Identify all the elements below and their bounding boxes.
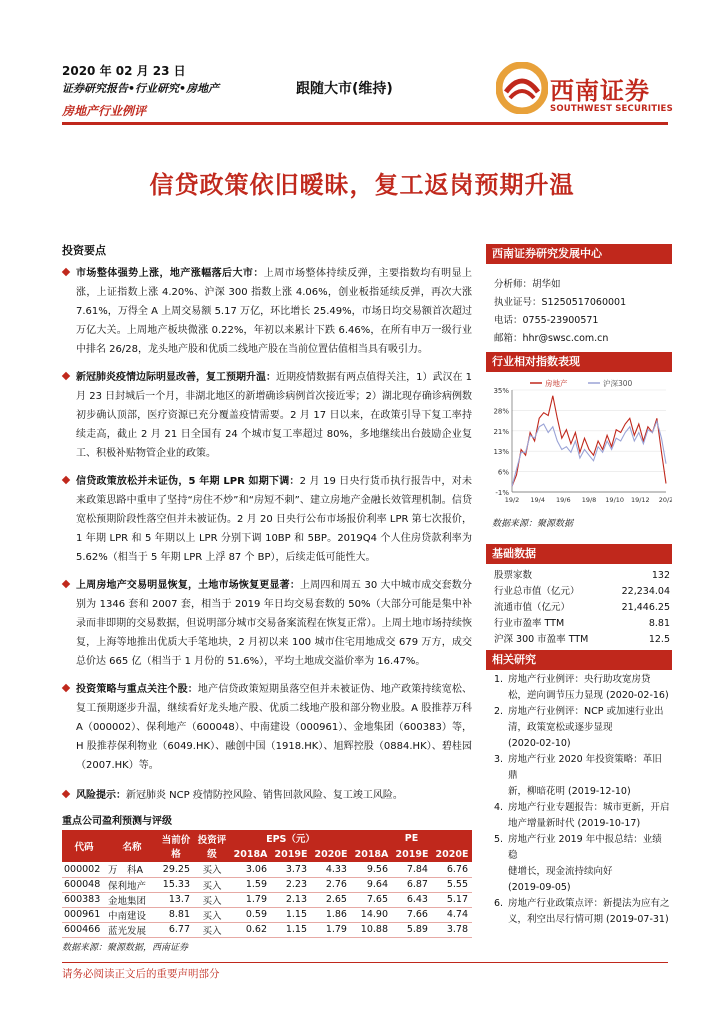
logo-mark-icon — [496, 62, 548, 114]
basic-data-heading: 基础数据 — [486, 544, 672, 564]
table-cell: 7.84 — [392, 862, 432, 877]
legend-label: 房地产 — [545, 379, 568, 388]
analyst-heading: 西南证券研究发展中心 — [486, 244, 672, 264]
page-title: 信贷政策依旧暧昧，复工返岗预期升温 — [149, 171, 575, 199]
highlight-item: 风险提示：新冠肺炎 NCP 疫情防控风险、销售回款风险、复工竣工风险。 — [62, 786, 403, 805]
highlight-item: 投资策略与重点关注个股：地产信贷政策短期虽落空但并未被证伪、地产政策持续宽松、复工预期逐步升温，继续看好龙头地产股、优质二线地产股和部分物业股。A 股推荐万科 A（000002）、保利地产（600048）、中南建设（000961）、金地集团（600383）等，H 股推荐保利物业（6049.HK）、融创中国（1918.HK）、旭辉控股（0884.HK）、碧桂园（2007.HK）等。 — [62, 680, 472, 775]
table-cell: 600466 — [62, 922, 106, 937]
basic-row: 流通市值（亿元） 21,446.25 — [494, 602, 670, 613]
table-cell: 3.78 — [432, 922, 472, 937]
footer-disclaimer[interactable]: 请务必阅读正文后的重要声明部分 — [62, 968, 220, 980]
table-cell: 1.79 — [230, 892, 271, 907]
col-year: 2019E — [271, 846, 311, 862]
table-cell: 6.76 — [432, 862, 472, 877]
y-tick-label: 35% — [493, 387, 509, 395]
table-cell: 9.64 — [351, 877, 392, 892]
footer-rule — [62, 962, 668, 963]
col-year: 2019E — [392, 846, 432, 862]
table-cell: 6.43 — [392, 892, 432, 907]
x-tick-label: 19/2 — [504, 496, 520, 504]
x-tick-label: 19/12 — [630, 496, 650, 504]
table-cell: 保利地产 — [106, 877, 158, 892]
analyst-row: 分析师：胡华如 — [494, 279, 561, 290]
table-cell: 蓝光发展 — [106, 922, 158, 937]
table-cell: 0.62 — [230, 922, 271, 937]
table-cell: 15.33 — [158, 877, 194, 892]
table-cell: 买入 — [194, 907, 230, 922]
report-link[interactable]: 2. 房地产行业例评：NCP 或加速行业出 清，政策宽松或逐步显现 (2020-02-10) — [494, 706, 664, 749]
analyst-row[interactable]: 邮箱：hhr@swsc.com.cn — [494, 333, 609, 344]
table-cell: 5.89 — [392, 922, 432, 937]
x-tick-label: 19/4 — [530, 496, 545, 504]
bullet-icon — [62, 268, 70, 276]
basic-data — [486, 568, 672, 648]
relative-index-chart — [486, 376, 672, 518]
report-category: 证券研究报告•行业研究•房地产 — [62, 82, 220, 95]
table-cell: 2.65 — [311, 892, 351, 907]
table-cell: 3.73 — [271, 862, 311, 877]
table-cell: 29.25 — [158, 862, 194, 877]
table-cell: 买入 — [194, 877, 230, 892]
col-year: 2020E — [311, 846, 351, 862]
table-cell: 13.7 — [158, 892, 194, 907]
related-research-heading: 相关研究 — [486, 650, 672, 670]
legend-label: 沪深300 — [603, 379, 633, 388]
x-tick-label: 20/2 — [658, 496, 672, 504]
x-tick-label: 19/10 — [605, 496, 625, 504]
table-cell: 3.06 — [230, 862, 271, 877]
y-tick-label: 28% — [493, 407, 509, 416]
table-cell: 1.15 — [271, 907, 311, 922]
col-code: 代码 — [62, 830, 106, 862]
table-cell: 1.79 — [311, 922, 351, 937]
table-cell: 000961 — [62, 907, 106, 922]
col-year: 2020E — [432, 846, 472, 862]
logo-text: 西南证券 — [550, 76, 650, 105]
table-cell: 买入 — [194, 892, 230, 907]
highlights-section — [62, 242, 473, 801]
logo-subtext: SOUTHWEST SECURITIES — [550, 104, 673, 114]
report-link[interactable]: 6. 房地产行业政策点评：新提法为应有之 义，利空出尽行情可期 (2019-07-31) — [494, 898, 670, 925]
col-pe: PE — [351, 830, 472, 846]
table-cell: 6.77 — [158, 922, 194, 937]
table-row — [62, 877, 472, 892]
table-cell: 1.59 — [230, 877, 271, 892]
highlight-item: 市场整体强势上涨，地产涨幅落后大市：上周市场整体持续反弹，主要指数均有明显上涨，上证指数上涨 4.20%、沪深 300 指数上涨 4.06%，创业板指延续反弹，再次大涨 7.61%，万得全 A 上周交易额 5.17 万亿，环比增长 25.49%，市场日均交易额首次超过万亿大关。上周地产板块微涨 0.22%，年初以来累计下跌 6.46%，在所有申万一级行业中排名 26/28，龙头地产股和优质二线地产股在当前位置估值相当具有吸引力。 — [62, 264, 472, 359]
table-cell: 2.23 — [271, 877, 311, 892]
y-tick-label: 13% — [493, 448, 509, 457]
series-line — [512, 396, 666, 487]
report-link[interactable]: 3. 房地产行业 2020 年投资策略：革旧鼎 新，柳暗花明 (2019-12-10) — [494, 754, 662, 797]
table-cell: 买入 — [194, 922, 230, 937]
table-cell: 14.90 — [351, 907, 392, 922]
forecast-table — [62, 830, 472, 938]
col-year: 2018A — [351, 846, 392, 862]
bullet-icon — [62, 790, 70, 798]
col-eps: EPS（元） — [230, 830, 351, 846]
table-cell: 000002 — [62, 862, 106, 877]
table-cell: 9.56 — [351, 862, 392, 877]
table-row — [62, 922, 472, 937]
bullet-icon — [62, 372, 70, 380]
related-research-list — [486, 672, 672, 928]
bullet-icon — [62, 476, 70, 484]
x-tick-label: 19/6 — [556, 496, 571, 504]
table-cell: 6.87 — [392, 877, 432, 892]
header-rule — [62, 122, 668, 125]
table-cell: 5.17 — [432, 892, 472, 907]
table-cell: 4.74 — [432, 907, 472, 922]
table-cell: 600048 — [62, 877, 106, 892]
highlight-item: 上周房地产交易明显恢复，土地市场恢复更显著：上周四和周五 30 大中城市成交套数分别为 1346 套和 2007 套，相当于 2019 年日均交易套数的 50%（大部分可能是集中补录而非即期的交易数据，但说明部分城市交易备案流程在恢复正常）。上周土地市场持续恢复，上海等地推出优质大手笔地块，2 月初以来 100 城市住宅用地成交 679 万方，成交总价达 665 亿（相当于 1 月份的 51.6%），平均土地成交溢价率为 16.47%。 — [62, 576, 472, 671]
col-price: 当前价格 — [158, 830, 194, 862]
report-series: 房地产行业例评 — [62, 104, 147, 118]
table-cell: 5.55 — [432, 877, 472, 892]
analyst-row: 电话：0755-23900571 — [494, 315, 599, 326]
y-tick-label: 21% — [493, 427, 509, 436]
table-cell: 7.65 — [351, 892, 392, 907]
table-row — [62, 907, 472, 922]
table-title: 重点公司盈利预测与评级 — [62, 816, 172, 827]
col-rating: 投资评级 — [194, 830, 230, 862]
chart-svg — [486, 376, 672, 514]
bullet-icon — [62, 580, 70, 588]
table-cell: 万 科A — [106, 862, 158, 877]
table-source: 数据来源：聚源数据，西南证券 — [62, 943, 189, 953]
table-row — [62, 862, 472, 877]
chart-source: 数据来源：聚源数据 — [492, 519, 574, 529]
chart-heading: 行业相对指数表现 — [486, 352, 672, 372]
table-cell: 0.59 — [230, 907, 271, 922]
table-cell: 金地集团 — [106, 892, 158, 907]
analyst-info — [486, 276, 672, 348]
table-cell: 2.13 — [271, 892, 311, 907]
basic-row: 沪深 300 市盈率 TTM 12.5 — [494, 634, 670, 645]
table-cell: 4.33 — [311, 862, 351, 877]
table-cell: 7.66 — [392, 907, 432, 922]
report-link[interactable]: 1. 房地产行业例评：央行助攻宽房贷 松，逆向调节压力显现 (2020-02-16) — [494, 674, 669, 701]
report-date: 2020 年 02 月 23 日 — [62, 64, 186, 78]
report-link[interactable]: 4. 房地产行业专题报告：城市更新，开启 地产增量新时代 (2019-10-17) — [494, 802, 670, 829]
table-cell: 10.88 — [351, 922, 392, 937]
table-cell: 600383 — [62, 892, 106, 907]
table-cell: 1.15 — [271, 922, 311, 937]
rating: 跟随大市(维持) — [296, 81, 393, 97]
table-cell: 中南建设 — [106, 907, 158, 922]
highlights-heading: 投资要点 — [62, 244, 106, 257]
table-cell: 8.81 — [158, 907, 194, 922]
analyst-row: 执业证号：S1250517060001 — [494, 297, 627, 308]
basic-row: 行业市盈率 TTM 8.81 — [494, 618, 670, 629]
table-cell: 1.86 — [311, 907, 351, 922]
table-row — [62, 892, 472, 907]
y-tick-label: -1% — [495, 489, 509, 497]
report-link[interactable]: 5. 房地产行业 2019 年中报总结：业绩稳 健增长，现金流持续向好 (2019-09-05) — [494, 834, 662, 893]
highlight-item: 新冠肺炎疫情边际明显改善，复工预期升温：近期疫情数据有两点值得关注，1）武汉在 1 月 23 日封城后一个月，非湖北地区的新增确诊病例首次接近零；2）湖北现存确诊病例数初步确认顶部，医疗资源已充分覆盖疫情需要。2 月 17 日以来，在政策引导下复工率持续走高，截止 2 月 21 日全国有 24 个城市复工率超过 80%，多地继续出台鼓励企业复工、积极补贴物管企业的政策。 — [62, 368, 472, 463]
col-year: 2018A — [230, 846, 271, 862]
y-tick-label: 6% — [497, 468, 509, 477]
x-tick-label: 19/8 — [581, 496, 597, 504]
col-name: 名称 — [106, 830, 158, 862]
basic-row: 行业总市值（亿元） 22,234.04 — [494, 586, 670, 597]
table-cell: 买入 — [194, 862, 230, 877]
bullet-icon — [62, 684, 70, 692]
highlight-item: 信贷政策放松并未证伪，5 年期 LPR 如期下调：2 月 19 日央行货币执行报告中，对未来政策思路中重申了坚持“房住不炒”和“房短不刺”、建立房地产金融长效管理机制。信贷宽松预期阶段性落空但并未被证伪。2 月 20 日央行公布市场报价利率 LPR 第七次报价，1 年期 LPR 和 5 年期以上 LPR 分别下调 10BP 和 5BP。2019Q4 个人住房贷款利率为 5.62%（相当于 5 年期 LPR 上浮 87 个 BP），后续走低可能性大。 — [62, 472, 472, 567]
basic-row: 股票家数 132 — [494, 570, 670, 581]
table-cell: 2.76 — [311, 877, 351, 892]
